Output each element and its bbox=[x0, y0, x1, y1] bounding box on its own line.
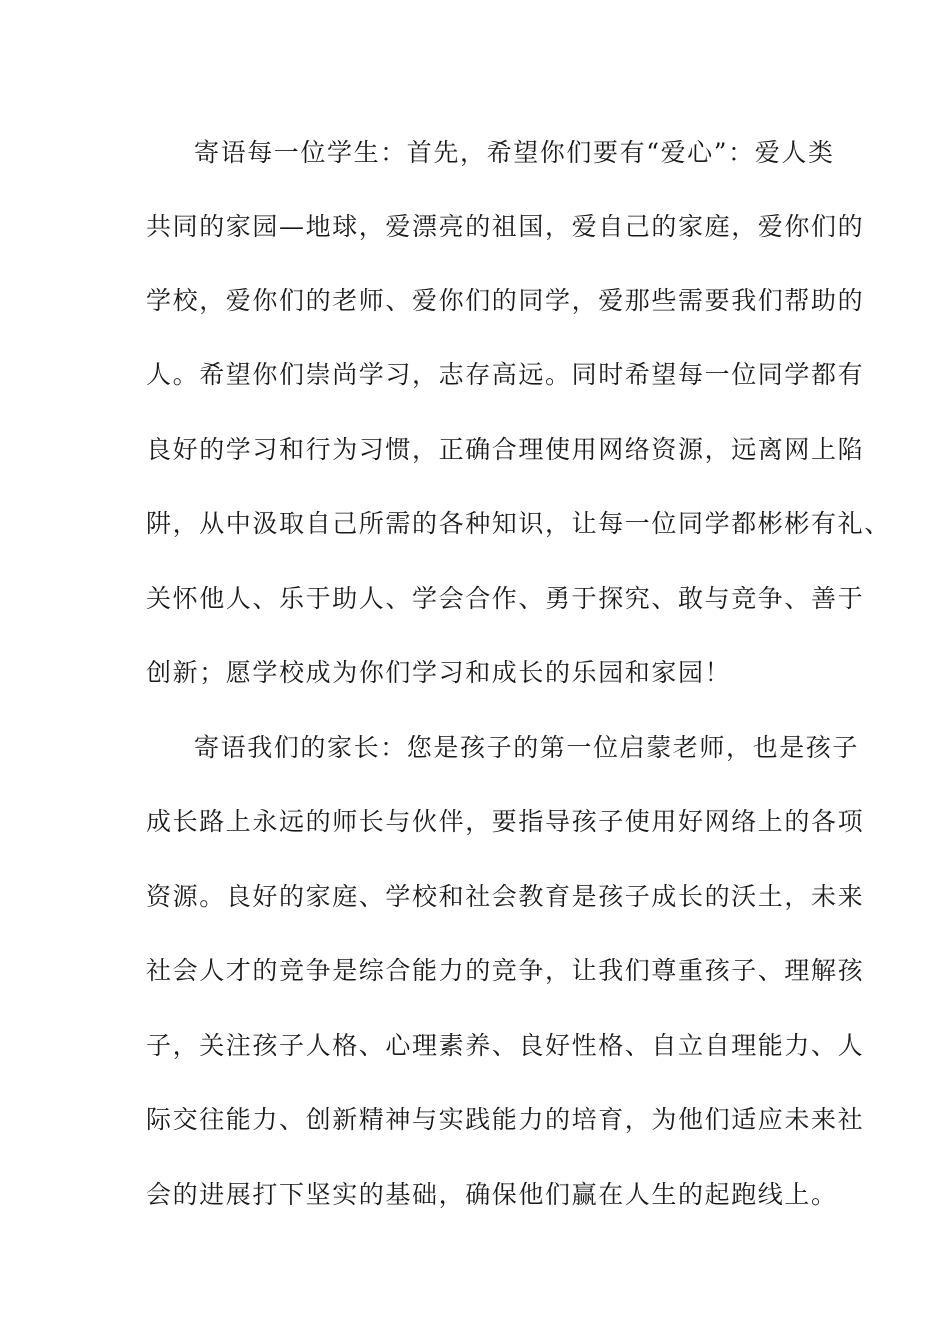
text-line: 人。希望你们崇尚学习，志存高远。同时希望每一位同学都有 bbox=[146, 360, 865, 389]
text-line: 子，关注孩子人格、心理素养、良好性格、自立自理能力、人 bbox=[146, 1031, 865, 1060]
text-line: 创新；愿学校成为你们学习和成长的乐园和家园！ bbox=[146, 658, 732, 687]
text-line: 学校，爱你们的老师、爱你们的同学，爱那些需要我们帮助的 bbox=[146, 286, 865, 315]
text-line: 社会人才的竞争是综合能力的竞争，让我们尊重孩子、理解孩 bbox=[146, 956, 865, 985]
text-line: 成长路上永远的师长与伙伴，要指导孩子使用好网络上的各项 bbox=[146, 807, 865, 836]
text-line: 际交往能力、创新精神与实践能力的培育，为他们适应未来社 bbox=[146, 1105, 865, 1134]
text-line: 会的进展打下坚实的基础，确保他们赢在人生的起跑线上。 bbox=[146, 1180, 838, 1209]
text-line: 资源。良好的家庭、学校和社会教育是孩子成长的沃土，未来 bbox=[146, 882, 865, 911]
text-line: 共同的家园—地球，爱漂亮的祖国，爱自己的家庭，爱你们的 bbox=[146, 212, 865, 241]
text-line: 关怀他人、乐于助人、学会合作、勇于探究、敢与竞争、善于 bbox=[146, 584, 865, 613]
text-line: 寄语我们的家长：您是孩子的第一位启蒙老师，也是孩子 bbox=[194, 733, 860, 762]
text-line: 良好的学习和行为习惯，正确合理使用网络资源，远离网上陷 bbox=[146, 435, 865, 464]
text-line: 阱，从中汲取自己所需的各种知识，让每一位同学都彬彬有礼、 bbox=[146, 509, 891, 538]
text-line: 寄语每一位学生：首先，希望你们要有“爱心”：爱人类 bbox=[194, 138, 835, 167]
